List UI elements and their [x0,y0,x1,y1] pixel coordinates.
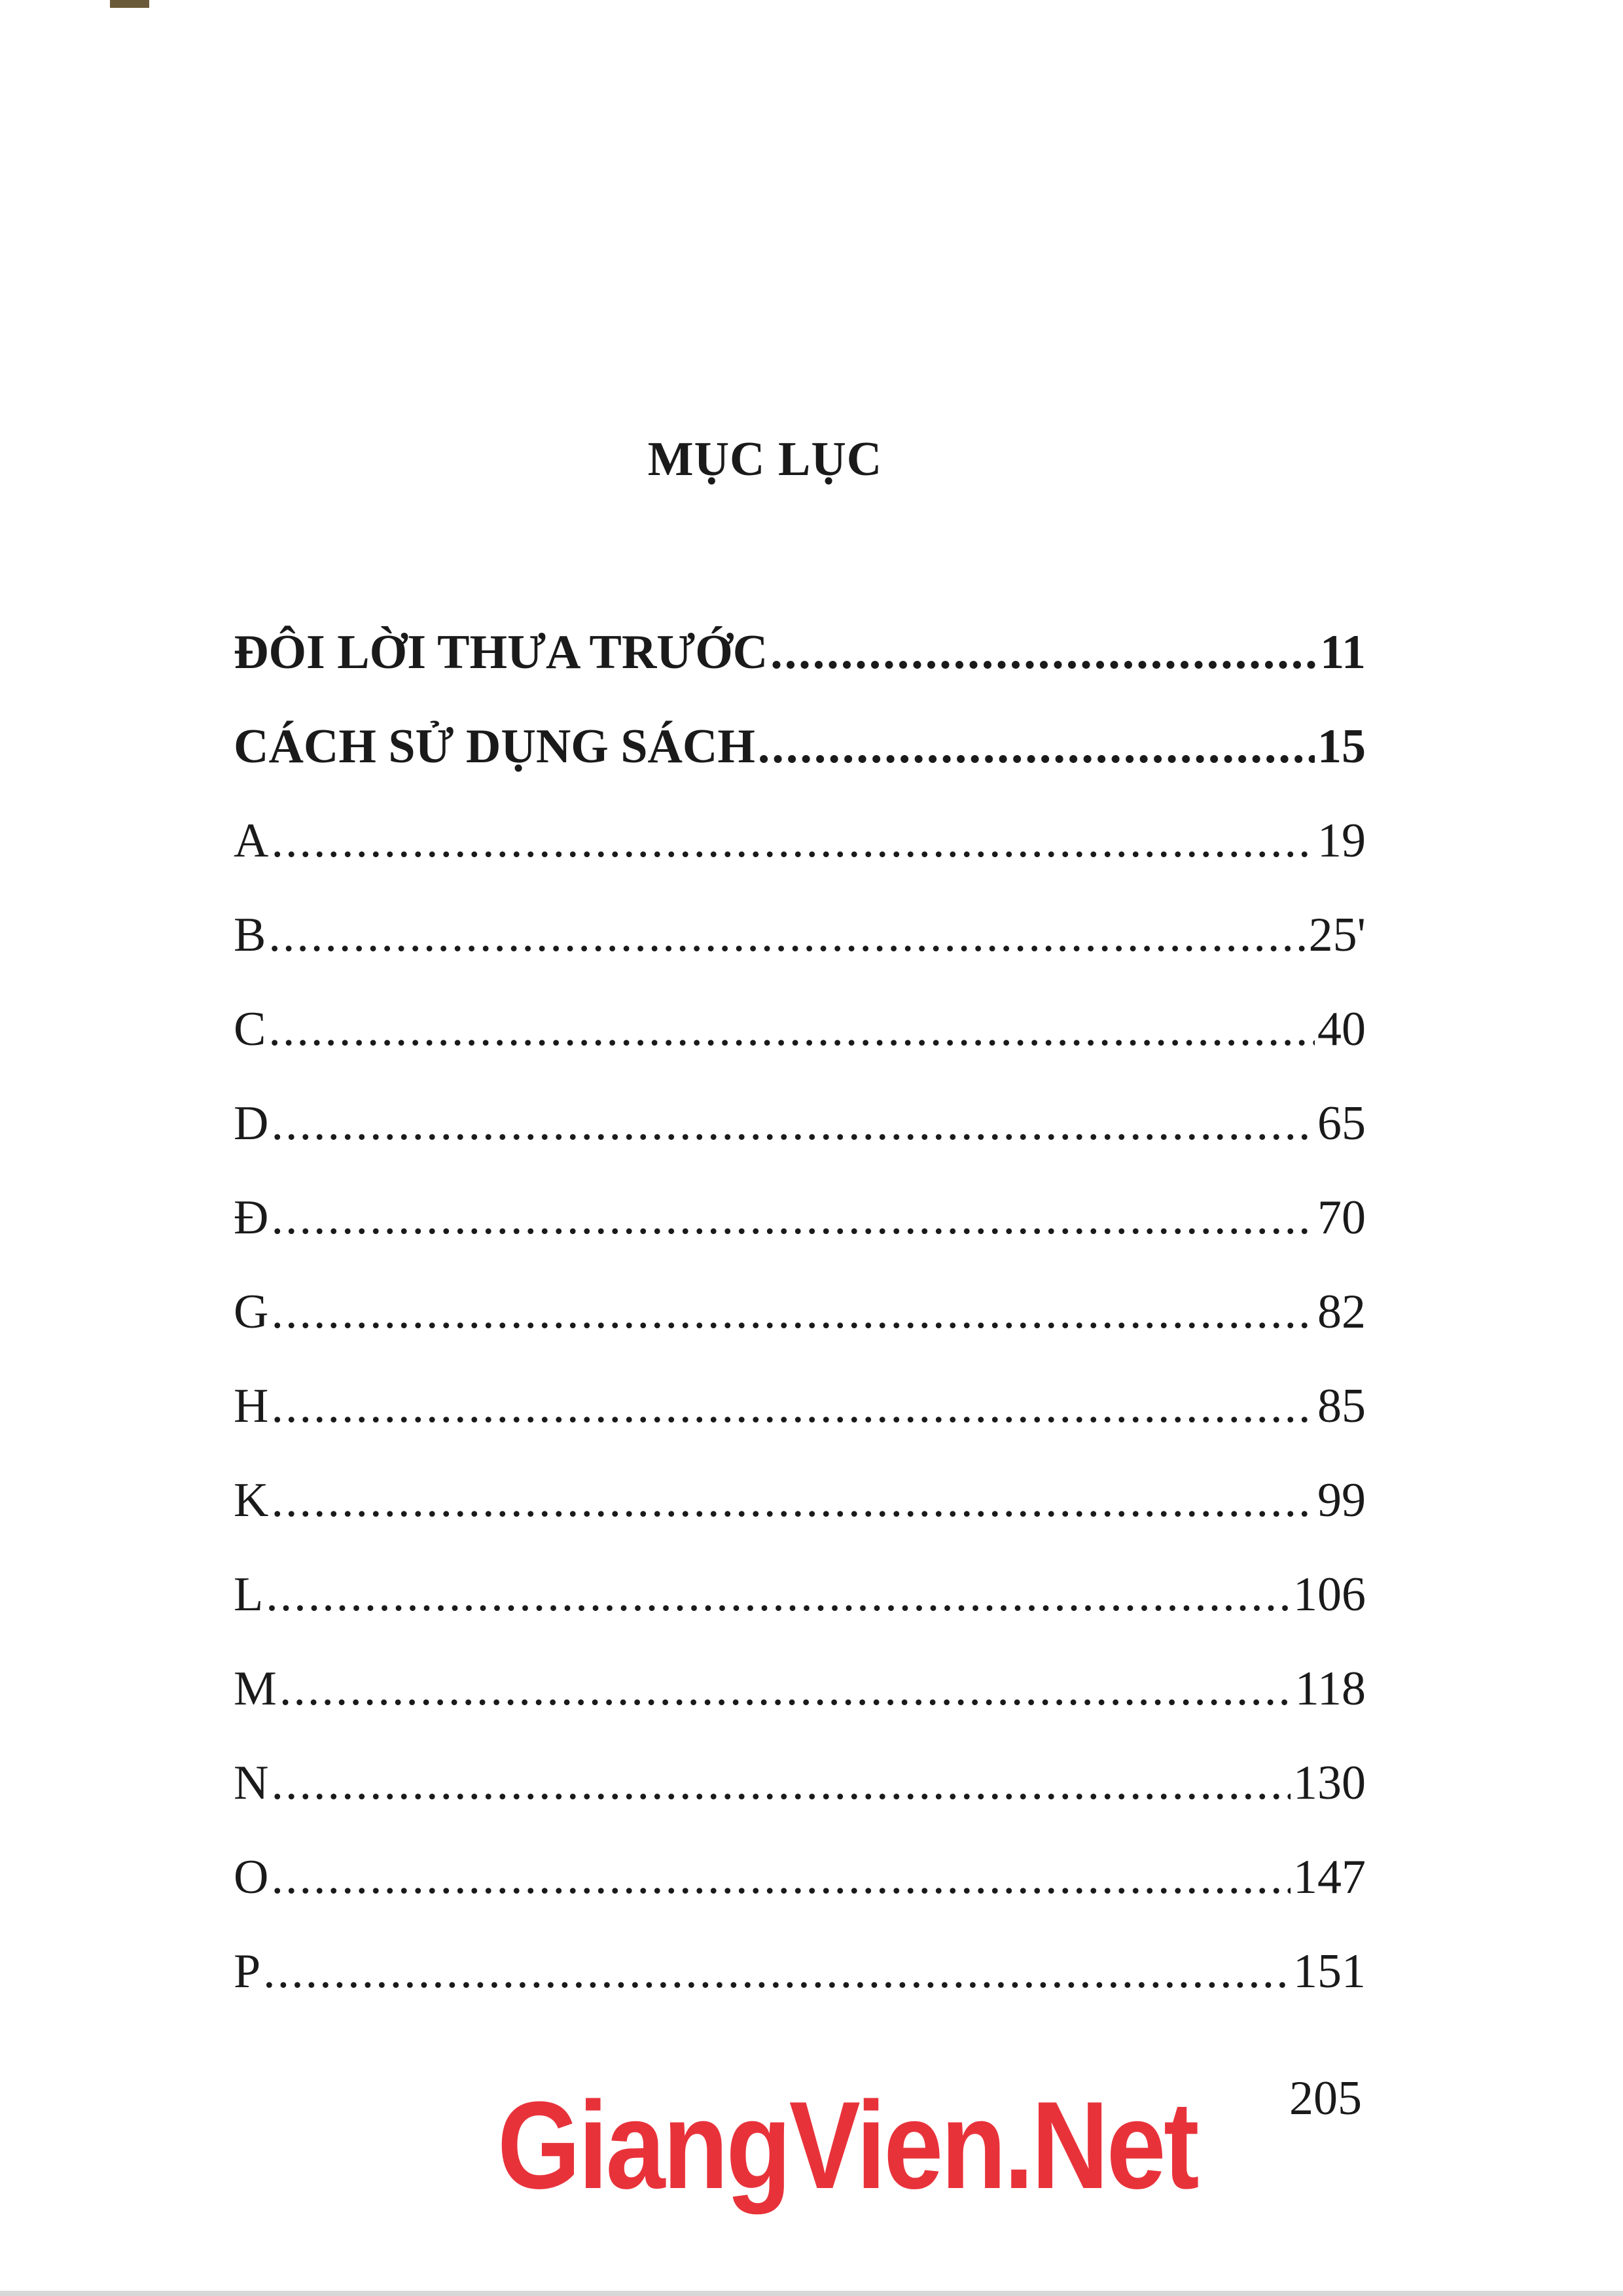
toc-entry-n [234,1756,1366,1850]
toc-page-number: 130 [1293,1756,1366,1810]
dot-leader [271,813,1315,869]
toc-label: ĐÔI LỜI THƯA TRƯỚC [234,626,768,679]
dot-leader [271,1190,1315,1246]
toc-page-number: 118 [1294,1662,1366,1716]
toc-page-number: 19 [1317,814,1366,868]
toc-page-number: 106 [1293,1568,1366,1621]
toc-label: O [234,1850,269,1904]
dot-leader [268,908,1306,963]
toc-page-number: 65 [1317,1097,1366,1150]
page-title: MỤC LỤC [647,433,883,486]
toc-entry-o [234,1850,1366,1944]
toc-entry-l [234,1567,1366,1661]
toc-page-number: 82 [1317,1285,1366,1339]
toc-entry-d [234,1096,1366,1190]
table-of-contents [234,625,1366,2038]
toc-entry-p [234,1944,1366,2038]
toc-label: D [234,1097,269,1150]
watermark-logo: GiangVien.Net [497,2076,1198,2215]
toc-label: H [234,1379,269,1433]
toc-entry-k [234,1473,1366,1567]
scan-mark [110,0,149,8]
toc-label: M [234,1662,277,1716]
toc-page-number: 25' [1308,908,1366,962]
dot-leader [271,1096,1315,1152]
toc-label: P [234,1945,261,1998]
toc-label: N [234,1756,269,1810]
dot-leader [770,625,1317,680]
toc-label: G [234,1285,269,1339]
toc-page-number: 99 [1317,1474,1366,1527]
toc-page-number: 11 [1320,626,1366,679]
dot-leader [268,1002,1315,1057]
dot-leader [271,1379,1315,1434]
page-number: 205 [1289,2072,1362,2125]
toc-page-number: 15 [1317,720,1366,773]
toc-entry-c [234,1002,1366,1096]
toc-entry-h [234,1379,1366,1473]
toc-label: CÁCH SỬ DỤNG SÁCH [234,720,755,773]
toc-label: B [234,908,266,962]
toc-entry-g [234,1284,1366,1379]
dot-leader [266,1567,1291,1623]
toc-page-number: 70 [1317,1191,1366,1245]
toc-page-number: 85 [1317,1379,1366,1433]
dot-leader [279,1661,1293,1717]
toc-entry-m [234,1661,1366,1756]
toc-page-number: 151 [1293,1945,1366,1998]
toc-label: L [234,1568,264,1621]
toc-entry-a [234,813,1366,908]
toc-entry-b [234,908,1366,1002]
toc-label: A [234,814,269,868]
dot-leader [271,1756,1291,1811]
toc-label: Đ [234,1191,269,1245]
toc-page-number: 147 [1293,1850,1366,1904]
toc-entry-preface [234,625,1366,719]
toc-page-number: 40 [1317,1002,1366,1056]
toc-label: C [234,1002,266,1056]
toc-entry-usage [234,719,1366,813]
dot-leader [758,719,1315,775]
toc-entry-dd [234,1190,1366,1284]
toc-label: K [234,1474,269,1527]
dot-leader [271,1850,1291,1905]
dot-leader [271,1284,1315,1340]
dot-leader [271,1473,1315,1528]
scan-edge [0,2291,1623,2296]
dot-leader [263,1944,1291,2000]
